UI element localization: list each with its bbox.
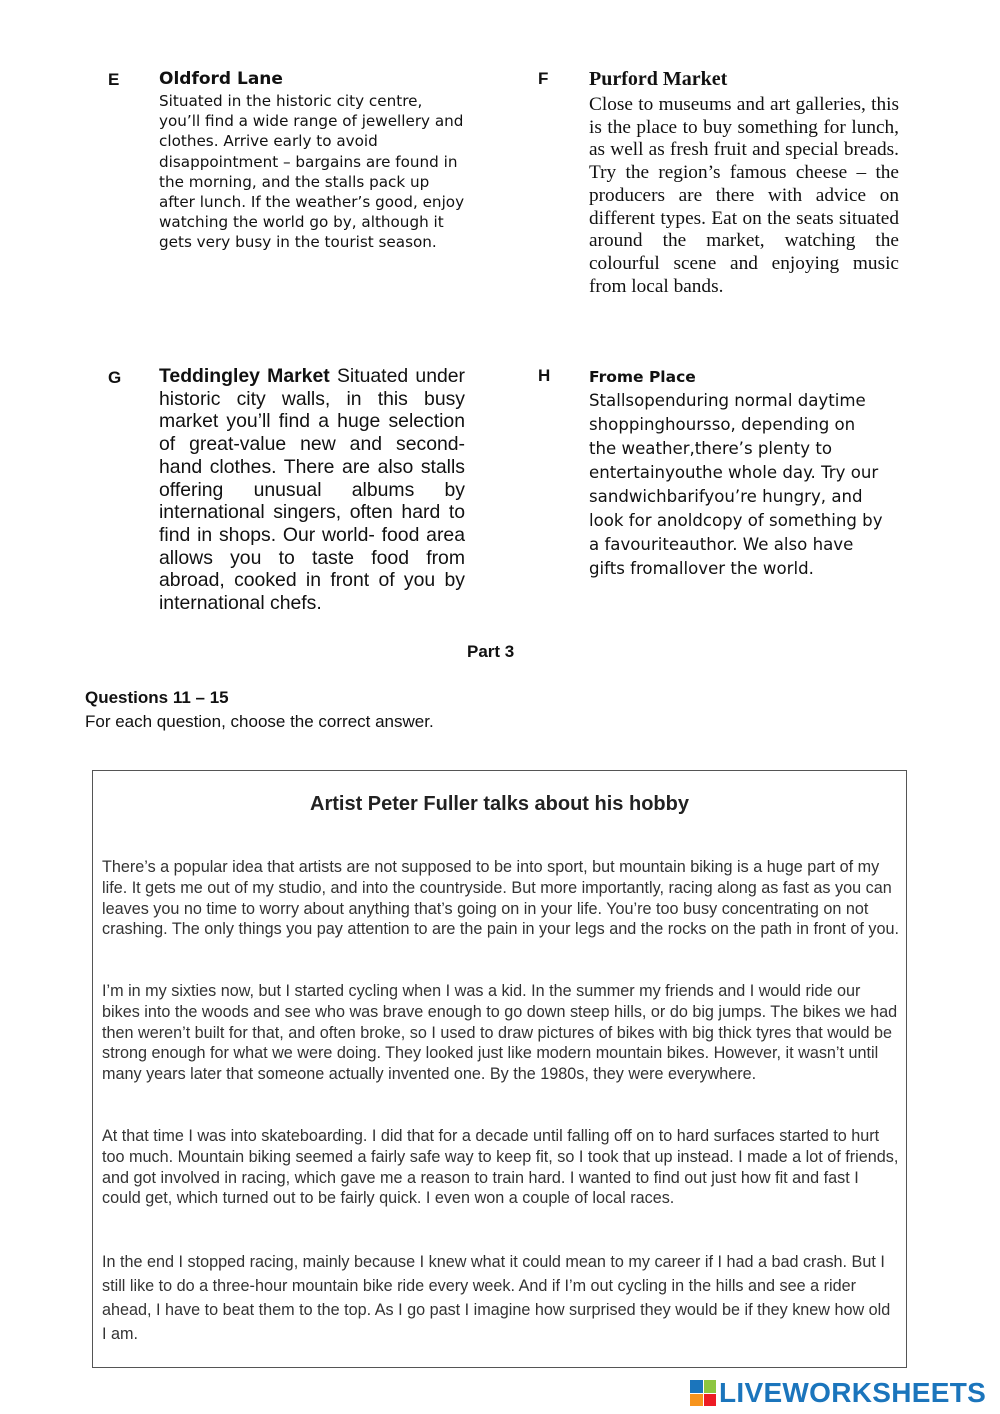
questions-instruction: For each question, choose the correct answer. <box>85 712 434 731</box>
article-paragraph-2: I’m in my sixties now, but I started cycling when I was a kid. In the summer my friends and I would ride our bikes into the woods and see who was brave enough to go down steep hills, or do big jumps. The bikes we had then weren’t built for that, and often broke, so I used to draw pictures of bikes with big thick tyres that would be strong enough for what we were doing. They looked just like modern mountain bikes. However, it wasn’t until many years later that someone actually invented one. By the 1980s, they were everywhere. <box>102 982 898 1084</box>
option-letter-h: H <box>538 366 551 385</box>
text-line: look for anoldcopy of something by <box>589 511 883 530</box>
market-description-purford-market: Close to museums and art galleries, this is the place to buy something for lunch, as well as fresh fruit and special breads. Try the region’s famous cheese – the producers are there with advice on different types. Eat on the seats situated around the market, watching the colourful scene and enjoying music from local bands. <box>589 94 899 297</box>
market-title-frome-place: Frome Place <box>589 368 696 386</box>
option-letter-g: G <box>108 368 122 387</box>
option-letter-e: E <box>108 70 120 89</box>
market-title-purford-market: Purford Market <box>589 68 728 90</box>
article-paragraph-3: At that time I was into skateboarding. I did that for a decade until falling off on to hard surfaces started to hurt too much. Mountain biking seemed a fairly safe way to keep fit, so I took that up instead. I made a lot of friends, and got involved in racing, which gave me a reason to train hard. I wanted to find out just how fit and fast I could get, which turned out to be fairly quick. I even won a couple of local races. <box>102 1127 899 1208</box>
market-title-oldford-lane: Oldford Lane <box>159 69 283 89</box>
market-description-frome-place <box>589 389 889 581</box>
logo-square <box>690 1394 703 1407</box>
text-line: shoppinghoursso, depending on <box>589 415 856 434</box>
liveworksheets-logo[interactable] <box>690 1377 986 1409</box>
option-letter-f: F <box>538 69 549 88</box>
text-line: gifts fromallover the world. <box>589 559 814 578</box>
logo-square <box>704 1394 717 1407</box>
logo-square <box>690 1380 703 1393</box>
questions-heading: Questions 11 – 15 <box>85 688 229 707</box>
market-block-teddingley-market <box>159 365 465 615</box>
part-heading: Part 3 <box>467 642 515 661</box>
market-description-oldford-lane: Situated in the historic city centre, you’ll find a wide range of jewellery and clothes. Arrive early to avoid disappointment – bargains are found in the morning, and the stalls pack up after lunch. If the weather’s good, enjoy watching the world go by, although it gets very busy in the tourist season. <box>159 92 465 252</box>
article-box <box>92 770 907 1368</box>
text-line: a favouriteauthor. We also have <box>589 535 854 554</box>
article-paragraph-4: In the end I stopped racing, mainly because I knew what it could mean to my career if I had a bad crash. But I still like to do a three-hour mountain bike ride every week. And if I’m out cycling in the hills and see a rider ahead, I have to beat them to the top. As I go past I imagine how surprised they would be if they knew how old I am. <box>102 1253 891 1343</box>
market-title-teddingley-market: Teddingley Market <box>159 365 330 387</box>
text-line: the weather,there’s plenty to <box>589 439 833 458</box>
market-description-teddingley-market: Situated under historic city walls, in this busy market you’ll find a huge selection of great-value new and second-hand clothes. There are also stalls offering unusual albums by international singers, often hard to find in shops. Our world- food area allows you to taste food from abroad, cooked in front of you by international chefs. <box>159 365 466 615</box>
text-line: entertainyouthe whole day. Try our <box>589 463 879 482</box>
text-line: sandwichbarifyou’re hungry, and <box>589 487 863 506</box>
article-paragraph-1: There’s a popular idea that artists are not supposed to be into sport, but mountain biking is a huge part of my life. It gets me out of my studio, and into the countryside. But more importantly, racing along as fast as you can leaves you no time to worry about anything that’s going on in your life. You’re too busy concentrating on not crashing. The only things you pay attention to are the pain in your legs and the rocks on the path in front of you. <box>102 858 899 939</box>
text-line: Stallsopenduring normal daytime <box>589 391 866 410</box>
logo-mark-icon <box>690 1380 716 1406</box>
logo-text: LIVEWORKSHEETS <box>719 1377 987 1408</box>
article-title: Artist Peter Fuller talks about his hobby <box>310 793 689 815</box>
logo-square <box>704 1380 717 1393</box>
